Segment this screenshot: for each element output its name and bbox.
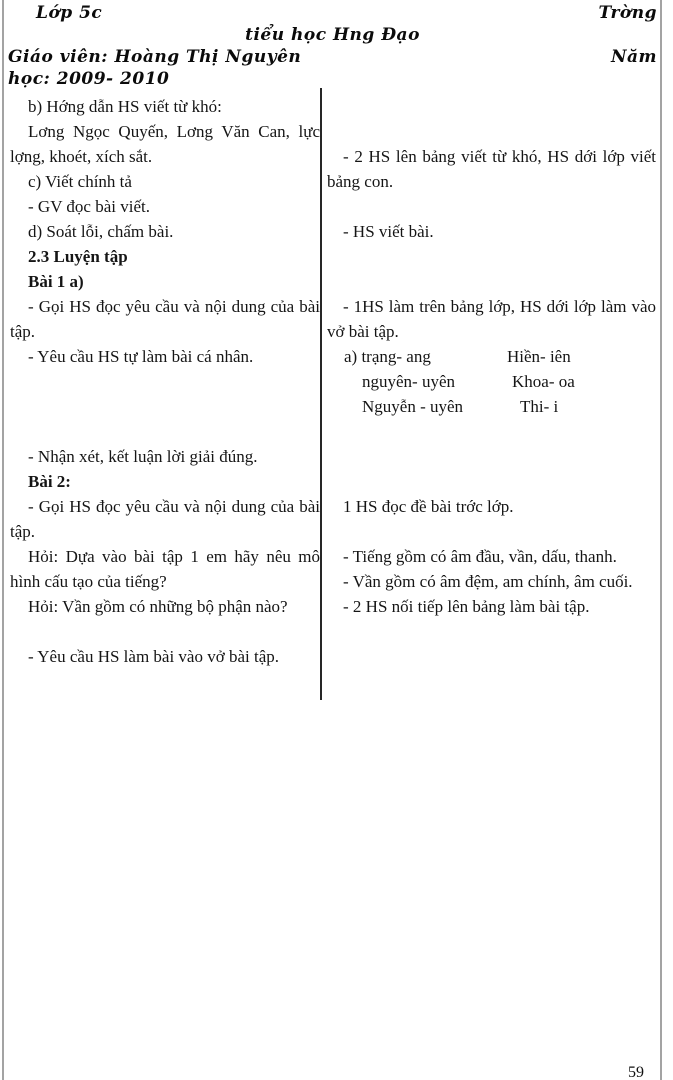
- teacher-step: Hỏi: Vần gồm có những bộ phận nào?: [28, 597, 288, 616]
- teacher-name: Giáo viên: Hoàng Thị Nguyên: [8, 47, 302, 67]
- teacher-step: - Nhận xét, kết luận lời giải đúng.: [28, 447, 258, 466]
- teacher-step: - Yêu cầu HS tự làm bài cá nhân.: [28, 347, 254, 366]
- teacher-step: - Gọi HS đọc yêu cầu và nội dung của bài tập.: [10, 297, 320, 341]
- answer-right: Hiền- iên: [507, 347, 571, 366]
- student-step: - HS viết bài.: [343, 222, 434, 241]
- teacher-step: - Gọi HS đọc yêu cầu và nội dung của bài tập.: [10, 497, 320, 541]
- answer-left: nguyên- uyên: [362, 372, 456, 391]
- answer-left: Nguyễn - uyên: [362, 397, 464, 416]
- teacher-step: c) Viết chính tả: [28, 172, 132, 191]
- teacher-step: d) Soát lỗi, chấm bài.: [28, 222, 174, 241]
- vertical-gap: [322, 94, 660, 144]
- answer-pair: [322, 369, 660, 394]
- student-activities-column: [322, 88, 660, 700]
- school-word-1: Trờng: [598, 3, 657, 23]
- exercise-heading: Bài 1 a): [28, 272, 84, 291]
- vertical-gap: [322, 244, 660, 294]
- school-year: học: 2009- 2010: [8, 69, 170, 89]
- exercise-heading: Bài 2:: [28, 472, 71, 491]
- student-step: - Tiếng gồm có âm đầu, vần, dấu, thanh.: [343, 547, 617, 566]
- header-line-1: [8, 2, 657, 24]
- header-line-2: [8, 24, 657, 46]
- answer-right: Thi- i: [520, 397, 559, 416]
- teacher-step: Hỏi: Dựa vào bài tập 1 em hãy nêu mô hình cấu tạo của tiếng?: [10, 547, 320, 591]
- document-header: [8, 2, 657, 90]
- teacher-activities-column: [4, 88, 322, 700]
- class-label: Lớp 5c: [36, 3, 103, 23]
- vertical-gap: [4, 619, 320, 644]
- student-step: - 2 HS nối tiếp lên bảng làm bài tập.: [343, 597, 590, 616]
- page-number: 59: [628, 1064, 644, 1080]
- answer-pair: [322, 344, 660, 369]
- header-line-3: [8, 46, 657, 68]
- answer-left: a) trạng- ang: [344, 347, 431, 366]
- vertical-gap: [322, 519, 660, 544]
- vertical-gap: [322, 194, 660, 219]
- year-word: Năm: [610, 47, 657, 67]
- student-step: 1 HS đọc đề bài trớc lớp.: [343, 497, 514, 516]
- lesson-columns: [4, 88, 660, 700]
- student-step: - 1HS làm trên bảng lớp, HS dới lớp làm vào vở bài tập.: [327, 297, 656, 341]
- section-heading: 2.3 Luyện tập: [28, 247, 128, 266]
- teacher-step: Lơng Ngọc Quyến, Lơng Văn Can, lực lợng, khoét, xích sắt.: [10, 122, 320, 166]
- vertical-gap: [322, 419, 660, 494]
- school-name: tiểu học Hng Đạo: [245, 25, 420, 45]
- vertical-gap: [4, 369, 320, 444]
- answer-right: Khoa- oa: [512, 372, 575, 391]
- student-step: - 2 HS lên bảng viết từ khó, HS dới lớp viết bảng con.: [327, 147, 656, 191]
- teacher-step: - GV đọc bài viết.: [28, 197, 150, 216]
- teacher-step: b) Hớng dẫn HS viết từ khó:: [28, 97, 222, 116]
- student-step: - Vần gồm có âm đệm, am chính, âm cuối.: [343, 572, 633, 591]
- teacher-step: - Yêu cầu HS làm bài vào vở bài tập.: [28, 647, 280, 666]
- right-edge-rule: [660, 0, 662, 1080]
- header-line-4: [8, 68, 657, 90]
- answer-pair: [322, 394, 660, 419]
